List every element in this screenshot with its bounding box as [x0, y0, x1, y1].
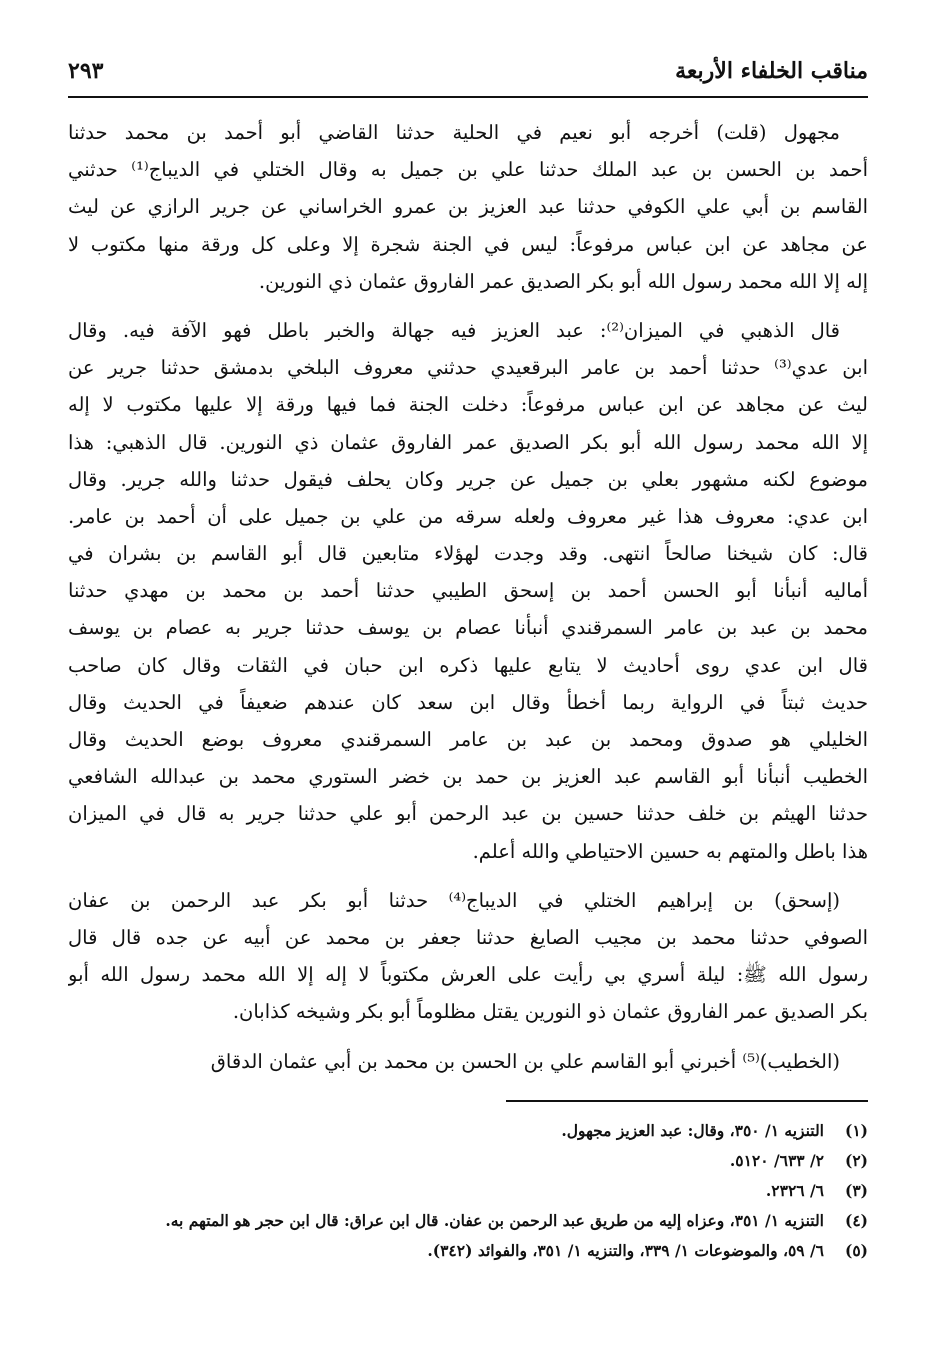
paragraph-gap — [68, 1031, 868, 1043]
text-line: مجهول (قلت) أخرجه أبو نعيم في الحلية حدثنا القاضي أبو أحمد بن محمد حدثنا — [68, 121, 840, 144]
text-line: ليث عن مجاهد عن ابن عباس مرفوعاً: دخلت الجنة فما فيها ورقة إلا عليها مكتوب لا إله — [68, 393, 868, 417]
footnote-number: (٤) — [844, 1211, 868, 1230]
text-line: موضوع لكنه مشهور بعلي بن جميل عن جرير وكان يحلف فيقول حدثنا والله جرير. وقال — [68, 467, 868, 491]
footnote — [68, 1116, 868, 1146]
text-line: إله إلا الله محمد رسول الله أبو بكر الصديق عمر الفاروق عثمان ذي النورين. — [258, 269, 868, 293]
text-line: أحمد بن الحسن بن عبد الملك حدثنا علي بن جميل به وقال الختلي في الديباج⁽¹⁾ حدثني — [68, 158, 868, 182]
footnote — [68, 1236, 868, 1266]
footnote-number: (١) — [844, 1121, 868, 1140]
text-line: (إسحق) بن إبراهيم الختلي في الديباج⁽⁴⁾ حدثنا أبو بكر عبد الرحمن بن عفان — [68, 888, 840, 912]
paragraph — [68, 114, 868, 300]
page-header — [68, 48, 868, 94]
text-line: أماليه أنبأنا أبو الحسن أحمد بن إسحق الطيبي حدثنا أحمد بن محمد بن مهدي حدثنا — [68, 579, 868, 603]
text-line: الخليلي هو صدوق ومحمد بن عبد بن عامر السمرقندي معروف بوضع الحديث وقال — [68, 728, 868, 751]
footnote-text: ٦/ ٢٣٢٦. — [765, 1181, 824, 1200]
footnote-text: التنزيه ١/ ٣٥١، وعزاه إليه من طريق عبد الرحمن بن عفان. قال ابن عراق: قال ابن حجر هو المتهم به. — [165, 1211, 824, 1230]
text-line: (الخطيب)⁽⁵⁾ أخبرني أبو القاسم علي بن الحسن بن محمد بن أبي عثمان الدقاق — [210, 1049, 840, 1073]
footnote-number: (٣) — [844, 1181, 868, 1200]
text-line: قال ابن عدي روى أحاديث لا يتابع عليها ذكره ابن حبان في الثقات وقال كان صاحب — [68, 653, 868, 677]
paragraph-gap — [68, 300, 868, 312]
text-line: حديث ثبتاً في الرواية ربما أخطأ وقال ابن سعد كان عندهم ضعيفاً في الحديث وقال — [68, 690, 868, 714]
text-line: بكر الصديق عمر الفاروق عثمان ذو النورين يقتل مظلوماً أبو بكر وشيخه كذابان. — [232, 1000, 868, 1024]
text-line: حدثنا الهيثم بن خلف حدثنا حسين بن عبد الرحمن أبو علي حدثنا جرير به قال في الميزان — [68, 802, 868, 826]
text-line: الخطيب أنبأنا أبو القاسم عبد العزيز بن حمد بن خضر الستوري محمد بن عبدالله الشافعي — [68, 765, 868, 789]
text-line: ابن عدي⁽³⁾ حدثنا أحمد بن عامر البرقعيدي حدثني معروف البلخي بدمشق حدثنا جرير عن — [68, 356, 868, 380]
paragraph — [68, 882, 868, 1031]
text-line: القاسم بن أبي علي الكوفي حدثنا عبد العزيز بن عمرو الخراساني عن جرير الرازي عن ليث — [68, 195, 868, 219]
footnote — [68, 1206, 868, 1236]
page-number: ٢٩٣ — [68, 58, 104, 84]
footnotes — [68, 1116, 868, 1266]
footnote-number: (٥) — [844, 1241, 868, 1260]
paragraph — [68, 1043, 868, 1080]
text-line: قال: كان شيخنا صالحاً انتهى. وقد وجدت لهؤلاء متابعين قال أبو القاسم بن بشران في — [68, 542, 868, 566]
text-line: محمد بن عبد بن عامر السمرقندي أنبأنا عصام بن يوسف حدثنا جرير به عصام بن يوسف — [68, 616, 868, 640]
footnote-text: ٦/ ٥٩، والموضوعات ١/ ٣٣٩، والتنزيه ١/ ٣٥١، والفوائد (٣٤٢). — [427, 1241, 824, 1260]
footnote — [68, 1176, 868, 1206]
text-line: الصوفي حدثنا محمد بن مجيب الصايغ حدثنا جعفر بن محمد عن أبيه عن جده قال قال — [68, 925, 868, 949]
footnote-text: ٢/ ٦٣٣/ ٥١٢٠. — [729, 1151, 824, 1170]
running-title: مناقب الخلفاء الأربعة — [675, 58, 868, 84]
paragraph-gap — [68, 870, 868, 882]
footnote-rule — [506, 1100, 868, 1102]
text-line: عن مجاهد عن ابن عباس مرفوعاً: ليس في الجنة شجرة إلا وعلى كل ورقة منها مكتوب لا — [68, 232, 868, 256]
header-rule — [68, 96, 868, 98]
text-line: هذا باطل والمتهم به حسين الاحتياطي والله أعلم. — [472, 839, 868, 863]
footnote-number: (٢) — [844, 1151, 868, 1170]
paragraph — [68, 312, 868, 870]
main-text — [68, 114, 868, 1080]
text-line: رسول الله ﷺ: ليلة أسري بي رأيت على العرش مكتوباً لا إله إلا الله محمد رسول الله أبو — [68, 963, 868, 987]
text-line: ابن عدي: معروف هذا غير معروف ولعله سرقه من علي بن جميل على أن أحمد بن عامر. — [68, 504, 868, 528]
footnote-text: التنزيه ١/ ٣٥٠، وقال: عبد العزيز مجهول. — [561, 1121, 824, 1140]
footnote — [68, 1146, 868, 1176]
text-line: إلا الله محمد رسول الله أبو بكر الصديق عمر الفاروق عثمان ذي النورين. قال الذهبي: هذا — [68, 430, 868, 454]
text-line: قال الذهبي في الميزان⁽²⁾: عبد العزيز فيه جهالة والخبر باطل فهو الآفة فيه. وقال — [68, 318, 840, 342]
